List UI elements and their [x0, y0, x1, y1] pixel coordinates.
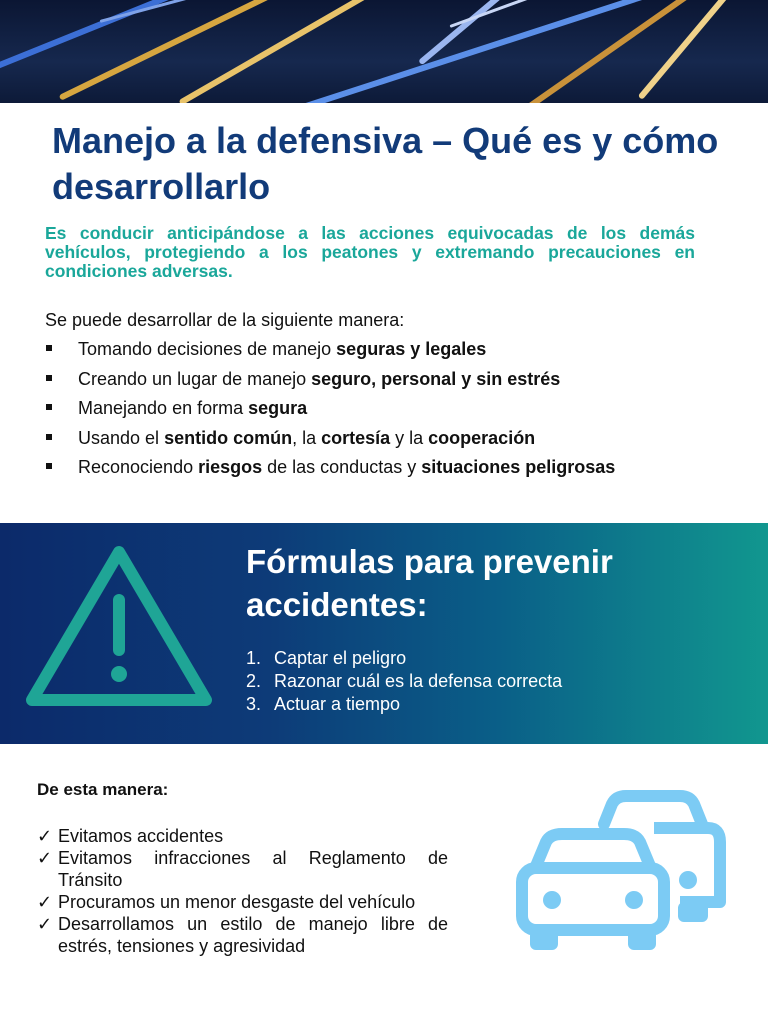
- plain-text: de las conductas y: [262, 457, 422, 477]
- check-icon: ✓: [37, 848, 53, 868]
- bullet-square-icon: [46, 463, 52, 469]
- step-number: 1.: [246, 648, 262, 668]
- emphasis-text: cooperación: [428, 427, 536, 448]
- list-item: [45, 455, 615, 485]
- list-item: [246, 670, 562, 693]
- cars-icon: [512, 790, 728, 958]
- list-item-text: Evitamos accidentes: [58, 826, 224, 846]
- plain-text: , la: [292, 427, 322, 448]
- list-item-text: Desarrollamos un estilo de manejo libre de estrés, tensiones y agresividad: [58, 914, 448, 956]
- check-icon: ✓: [37, 892, 53, 912]
- list-item: [37, 825, 448, 847]
- list-item: [45, 337, 615, 367]
- outcomes-title: De esta manera:: [37, 780, 169, 799]
- bullet-square-icon: [46, 375, 52, 381]
- plain-text: Usando el: [78, 427, 165, 448]
- list-item-text: [78, 339, 486, 359]
- step-number: 2.: [246, 671, 262, 691]
- list-item-text: [78, 369, 560, 389]
- plain-text: y la: [390, 427, 429, 448]
- plain-text: Manejando en forma: [78, 398, 249, 418]
- plain-text: Creando un lugar de manejo: [78, 368, 312, 389]
- list-item: [37, 891, 448, 913]
- banner-title: Fórmulas para prevenir accidentes:: [246, 543, 613, 623]
- list-lead: Se puede desarrollar de la siguiente manera:: [45, 310, 405, 330]
- list-item: [246, 647, 562, 670]
- list-item: [45, 396, 615, 426]
- plain-text: Reconociendo: [78, 457, 199, 477]
- list-item: [45, 426, 615, 456]
- bullet-square-icon: [46, 404, 52, 410]
- definition-text: Es conducir anticipándose a las acciones equivocadas de los demás vehículos, protegiendo a los peatones y extremando precauciones en condiciones adversas.: [45, 223, 695, 281]
- step-text: Actuar a tiempo: [274, 694, 401, 714]
- header-photo: [0, 0, 768, 103]
- list-item-text: Evitamos infracciones al Reglamento de Tránsito: [58, 848, 448, 890]
- emphasis-text: cortesía: [321, 427, 391, 448]
- check-icon: ✓: [37, 914, 53, 934]
- emphasis-text: seguro, personal y sin estrés: [311, 368, 561, 389]
- emphasis-text: seguras y legales: [336, 339, 487, 359]
- step-text: Razonar cuál es la defensa correcta: [274, 671, 563, 691]
- emphasis-text: riesgos: [198, 457, 263, 477]
- emphasis-text: segura: [248, 398, 308, 418]
- list-item: [45, 367, 615, 397]
- list-item-text: [78, 398, 307, 418]
- bullet-square-icon: [46, 434, 52, 440]
- outcomes-list: [37, 825, 448, 957]
- bullet-square-icon: [46, 345, 52, 351]
- emphasis-text: situaciones peligrosas: [421, 457, 616, 477]
- list-item: [246, 693, 562, 716]
- page-title: Manejo a la defensiva – Qué es y cómo desarrollarlo: [52, 120, 719, 207]
- development-list: [45, 337, 615, 485]
- plain-text: Tomando decisiones de manejo: [78, 339, 337, 359]
- prevention-steps: [246, 647, 562, 716]
- list-item-text: [78, 428, 535, 448]
- warning-triangle-icon: [22, 542, 216, 712]
- emphasis-text: sentido común: [164, 427, 293, 448]
- list-item-text: Procuramos un menor desgaste del vehículo: [58, 892, 416, 912]
- list-item: [37, 913, 448, 957]
- list-item-text: [78, 457, 615, 477]
- check-icon: ✓: [37, 826, 53, 846]
- list-item: [37, 847, 448, 891]
- step-text: Captar el peligro: [274, 648, 407, 668]
- step-number: 3.: [246, 694, 262, 714]
